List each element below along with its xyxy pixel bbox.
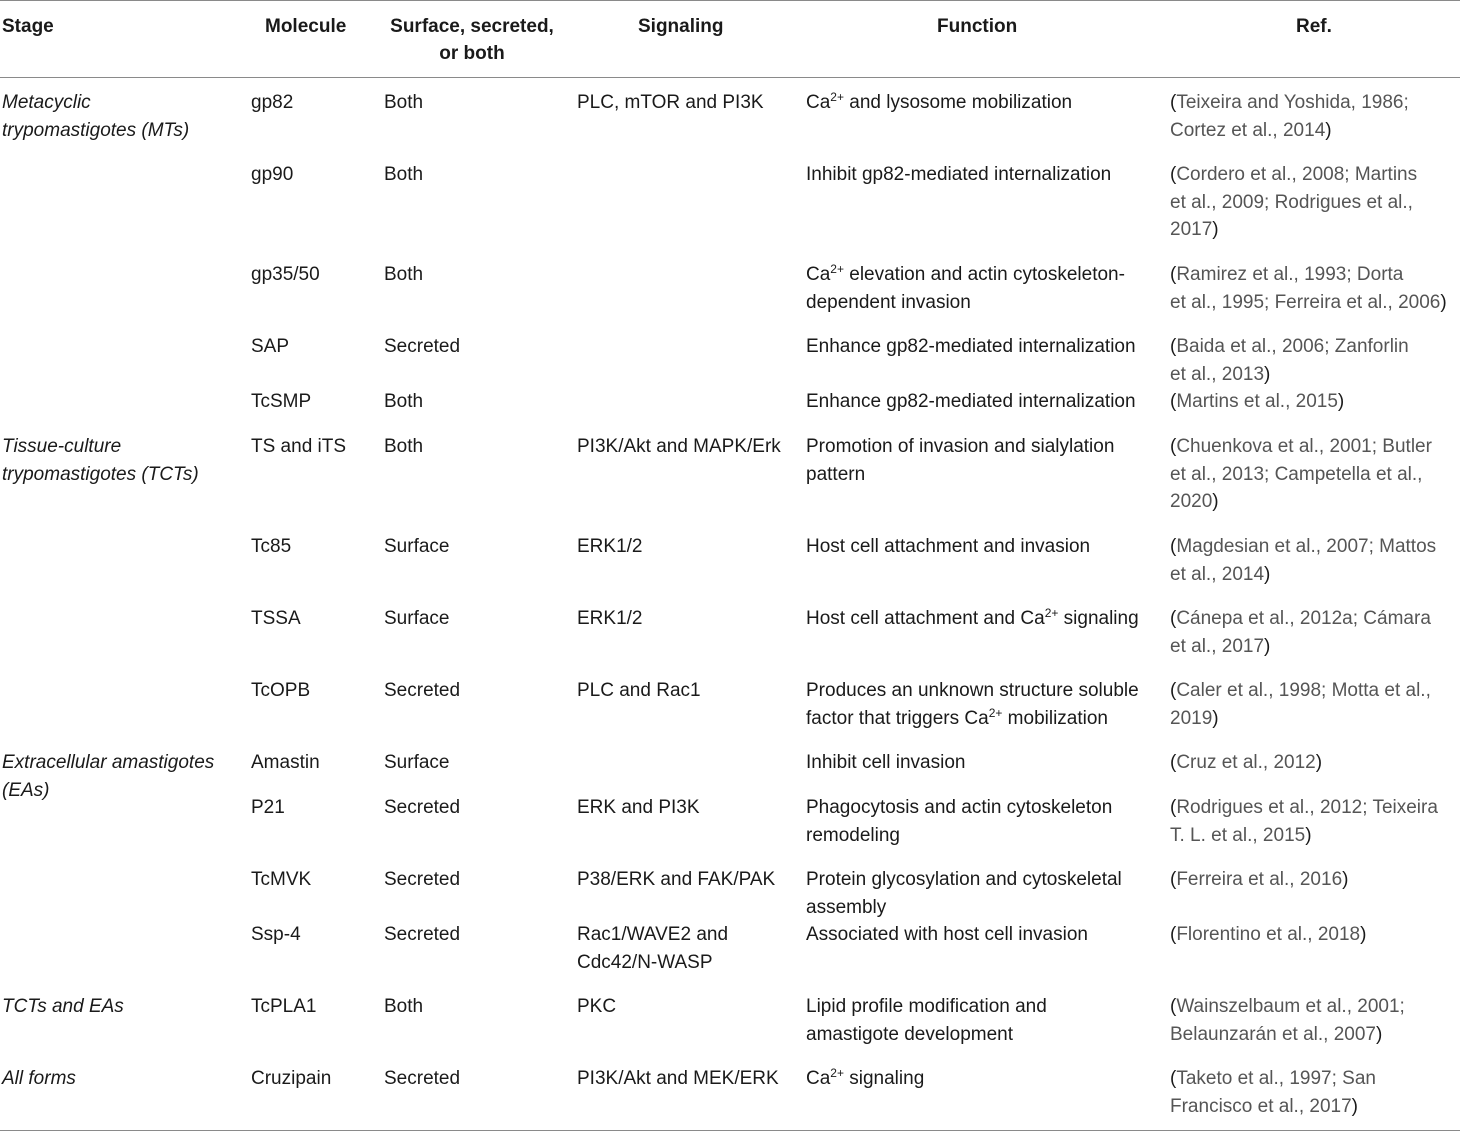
molecule-cell: Ssp-4 (251, 924, 301, 945)
function-line: assembly (806, 896, 887, 918)
signaling-line: Rac1/WAVE2 and (577, 924, 729, 945)
location-cell: Secreted (384, 1068, 461, 1089)
header-surface-line1: Surface, secreted, (390, 16, 554, 37)
reference-line[interactable]: (Magdesian et al., 2007; Mattos (1170, 536, 1437, 557)
location-cell: Both (384, 92, 424, 113)
reference-cell[interactable] (1170, 433, 1432, 516)
function-line: Lipid profile modification and (806, 996, 1047, 1017)
stage-label-line2: trypomastigotes (TCTs) (2, 463, 199, 485)
molecule-cell: Amastin (251, 752, 320, 773)
reference-line[interactable]: (Chuenkova et al., 2001; Butler (1170, 436, 1432, 457)
superscript: 2+ (1044, 606, 1059, 620)
stage-label-line1: All forms (2, 1068, 76, 1089)
function-cell (806, 89, 1072, 117)
stage-label (2, 749, 214, 804)
reference-line[interactable]: (Florentino et al., 2018) (1170, 924, 1367, 945)
location-cell: Both (384, 164, 424, 185)
close-paren: ) (1212, 219, 1219, 240)
location-cell: Surface (384, 752, 450, 773)
location-cell: Secreted (384, 680, 461, 701)
superscript: 2+ (830, 262, 844, 276)
close-paren: ) (1325, 119, 1332, 141)
function-line: Promotion of invasion and sialylation (806, 436, 1115, 457)
molecule-cell: gp82 (251, 92, 294, 113)
molecule-cell: SAP (251, 336, 290, 357)
reference-cell[interactable] (1170, 605, 1431, 660)
open-paren: ( (1170, 1068, 1177, 1089)
reference-cell[interactable] (1170, 89, 1409, 144)
reference-line[interactable]: (Wainszelbaum et al., 2001; (1170, 996, 1405, 1017)
signaling-line: PLC, mTOR and PI3K (577, 92, 764, 113)
header-stage: Stage (2, 16, 54, 37)
molecule-cell: TcMVK (251, 869, 312, 890)
stage-label-line2: trypomastigotes (MTs) (2, 119, 190, 141)
molecule-cell: gp35/50 (251, 264, 320, 285)
reference-line[interactable]: Francisco et al., 2017) (1170, 1095, 1358, 1117)
open-paren: ( (1170, 92, 1177, 113)
function-cell (806, 433, 1114, 488)
stage-label (2, 433, 199, 488)
close-paren: ) (1212, 707, 1219, 729)
open-paren: ( (1170, 924, 1177, 945)
close-paren: ) (1342, 869, 1349, 890)
function-line: Enhance gp82-mediated internalization (806, 336, 1136, 357)
molecule-cell: Cruzipain (251, 1068, 332, 1089)
function-cell (806, 794, 1112, 849)
function-cell (806, 605, 1139, 633)
stage-label-line1: Extracellular amastigotes (2, 752, 215, 773)
signaling-line: PI3K/Akt and MEK/ERK (577, 1068, 779, 1089)
stage-label-line2: (EAs) (2, 779, 50, 801)
reference-line[interactable]: et al., 2014) (1170, 563, 1271, 585)
reference-line[interactable]: et al., 2017) (1170, 635, 1271, 657)
signaling-cell (577, 921, 728, 976)
function-cell (806, 921, 1088, 949)
reference-line[interactable]: Belaunzarán et al., 2007) (1170, 1023, 1383, 1045)
molecule-cell: TcOPB (251, 680, 311, 701)
function-line: remodeling (806, 824, 900, 846)
signaling-cell (577, 605, 642, 633)
location-cell: Secreted (384, 336, 461, 357)
reference-line[interactable]: (Taketo et al., 1997; San (1170, 1068, 1376, 1089)
function-line: dependent invasion (806, 291, 971, 313)
reference-line[interactable]: T. L. et al., 2015) (1170, 824, 1312, 846)
signaling-line: ERK1/2 (577, 608, 643, 629)
close-paren: ) (1351, 1095, 1358, 1117)
open-paren: ( (1170, 391, 1177, 412)
signaling-line: PLC and Rac1 (577, 680, 701, 701)
reference-line[interactable]: 2019) (1170, 707, 1219, 729)
superscript: 2+ (830, 90, 844, 104)
function-line: Protein glycosylation and cytoskeletal (806, 869, 1122, 890)
signaling-cell (577, 677, 701, 705)
function-line: factor that triggers $Ca^{2+}$ mobilization (806, 705, 1108, 729)
location-cell: Surface (384, 608, 450, 629)
stage-label-line1: Tissue-culture (2, 436, 122, 457)
table-bottom-rule (0, 1130, 1460, 1131)
open-paren: ( (1170, 797, 1177, 818)
signaling-line: P38/ERK and FAK/PAK (577, 869, 776, 890)
function-cell (806, 161, 1111, 189)
function-cell (806, 677, 1139, 732)
reference-cell[interactable] (1170, 993, 1405, 1048)
location-cell: Both (384, 436, 424, 457)
molecule-cell: gp90 (251, 164, 294, 185)
function-cell (806, 533, 1090, 561)
reference-line[interactable]: (Ramirez et al., 1993; Dorta (1170, 264, 1404, 285)
close-paren: ) (1264, 363, 1271, 385)
molecule-cell: TS and iTS (251, 436, 347, 457)
header-signaling: Signaling (638, 16, 724, 37)
function-cell (806, 993, 1047, 1048)
molecule-cell: TSSA (251, 608, 301, 629)
function-line: $Ca^{2+}$ and lysosome mobilization (806, 90, 1073, 113)
reference-cell[interactable] (1170, 749, 1322, 777)
reference-line[interactable]: (Baida et al., 2006; Zanforlin (1170, 336, 1409, 357)
signaling-cell (577, 533, 642, 561)
header-rule (0, 77, 1460, 78)
header-function: Function (937, 16, 1018, 37)
header-molecule: Molecule (265, 16, 347, 37)
header-ref: Ref. (1296, 16, 1332, 37)
open-paren: ( (1170, 869, 1177, 890)
location-cell: Surface (384, 536, 450, 557)
function-line: Inhibit cell invasion (806, 752, 966, 773)
molecule-cell: TcPLA1 (251, 996, 317, 1017)
table-top-rule (0, 0, 1460, 1)
stage-label (2, 1065, 76, 1093)
reference-cell[interactable] (1170, 333, 1409, 388)
reference-line[interactable]: (Cruz et al., 2012) (1170, 752, 1323, 773)
close-paren: ) (1440, 291, 1447, 313)
header-surface-line2: or both (439, 43, 505, 64)
function-line: amastigote development (806, 1023, 1014, 1045)
superscript: 2+ (988, 705, 1003, 720)
signaling-cell (577, 993, 616, 1021)
reference-cell[interactable] (1170, 261, 1447, 316)
signaling-cell (577, 1065, 779, 1093)
reference-cell[interactable] (1170, 866, 1348, 894)
stage-label-line1: Metacyclic (2, 92, 91, 113)
open-paren: ( (1170, 436, 1177, 457)
function-cell (806, 866, 1122, 921)
function-line: $Ca^{2+}$ elevation and actin cytoskeleton- (806, 262, 1125, 285)
molecule-cell: Tc85 (251, 536, 292, 557)
close-paren: ) (1305, 824, 1312, 846)
open-paren: ( (1170, 608, 1177, 629)
location-cell: Both (384, 264, 424, 285)
open-paren: ( (1170, 164, 1177, 185)
function-cell (806, 749, 965, 777)
close-paren: ) (1337, 391, 1345, 412)
close-paren: ) (1376, 1023, 1383, 1045)
open-paren: ( (1170, 680, 1177, 701)
function-line: $Ca^{2+}$ signaling (806, 1066, 925, 1089)
reference-line[interactable]: et al., 2013) (1170, 363, 1271, 385)
open-paren: ( (1170, 536, 1177, 557)
reference-cell[interactable] (1170, 388, 1344, 416)
location-cell: Secreted (384, 869, 461, 890)
function-line: Host cell attachment and invasion (806, 536, 1091, 557)
signaling-line: ERK and PI3K (577, 797, 700, 818)
location-cell: Both (384, 391, 424, 412)
reference-line[interactable]: (Martins et al., 2015) (1170, 391, 1345, 412)
function-line: Phagocytosis and actin cytoskeleton (806, 797, 1113, 818)
header-surface-secreted-both (380, 13, 564, 67)
location-cell: Secreted (384, 797, 461, 818)
reference-cell[interactable] (1170, 533, 1436, 588)
signaling-line: Cdc42/N-WASP (577, 951, 713, 973)
open-paren: ( (1170, 752, 1177, 773)
function-cell (806, 261, 1125, 316)
function-cell (806, 1065, 924, 1093)
signaling-cell (577, 794, 700, 822)
molecule-cell: P21 (251, 797, 285, 818)
reference-line[interactable]: 2017) (1170, 219, 1219, 240)
open-paren: ( (1170, 336, 1177, 357)
signaling-line: PKC (577, 996, 617, 1017)
stage-label (2, 89, 189, 144)
reference-line[interactable]: (Cánepa et al., 2012a; Cámara (1170, 608, 1431, 629)
function-cell (806, 333, 1136, 361)
signaling-line: ERK1/2 (577, 536, 643, 557)
open-paren: ( (1170, 264, 1177, 285)
close-paren: ) (1264, 563, 1271, 585)
function-cell (806, 388, 1136, 416)
close-paren: ) (1212, 491, 1219, 512)
function-line: Host cell attachment and $Ca^{2+}$ signaling (806, 606, 1139, 629)
reference-line[interactable]: (Cordero et al., 2008; Martins (1170, 164, 1418, 185)
function-line: Produces an unknown structure soluble (806, 680, 1139, 701)
reference-line[interactable]: et al., 1995; Ferreira et al., 2006) (1170, 291, 1447, 313)
signaling-line: PI3K/Akt and MAPK/Erk (577, 436, 781, 457)
molecule-cell: TcSMP (251, 391, 312, 412)
reference-line[interactable]: et al., 2009; Rodrigues et al., (1170, 191, 1413, 213)
reference-line[interactable]: et al., 2013; Campetella et al., (1170, 463, 1423, 485)
stage-label-line1: TCTs and EAs (2, 996, 124, 1017)
signaling-cell (577, 89, 764, 117)
reference-line[interactable]: 2020) (1170, 491, 1219, 512)
close-paren: ) (1264, 635, 1271, 657)
function-line: Inhibit gp82-mediated internalization (806, 164, 1112, 185)
function-line: Associated with host cell invasion (806, 924, 1088, 945)
function-line: pattern (806, 463, 866, 485)
location-cell: Both (384, 996, 424, 1017)
reference-line[interactable]: Cortez et al., 2014) (1170, 119, 1332, 141)
signaling-cell (577, 866, 775, 894)
reference-cell[interactable] (1170, 677, 1431, 732)
reference-cell[interactable] (1170, 1065, 1376, 1120)
reference-line[interactable]: (Rodrigues et al., 2012; Teixeira (1170, 797, 1438, 818)
stage-label (2, 993, 124, 1021)
function-line: Enhance gp82-mediated internalization (806, 391, 1136, 412)
reference-cell[interactable] (1170, 921, 1366, 949)
reference-cell[interactable] (1170, 794, 1438, 849)
signaling-cell (577, 433, 781, 461)
reference-line[interactable]: (Teixeira and Yoshida, 1986; (1170, 92, 1409, 113)
close-paren: ) (1360, 924, 1367, 945)
close-paren: ) (1315, 752, 1323, 773)
superscript: 2+ (830, 1066, 844, 1080)
location-cell: Secreted (384, 924, 461, 945)
reference-cell[interactable] (1170, 161, 1417, 244)
open-paren: ( (1170, 996, 1177, 1017)
reference-line[interactable]: (Caler et al., 1998; Motta et al., (1170, 680, 1431, 701)
reference-line[interactable]: (Ferreira et al., 2016) (1170, 869, 1349, 890)
